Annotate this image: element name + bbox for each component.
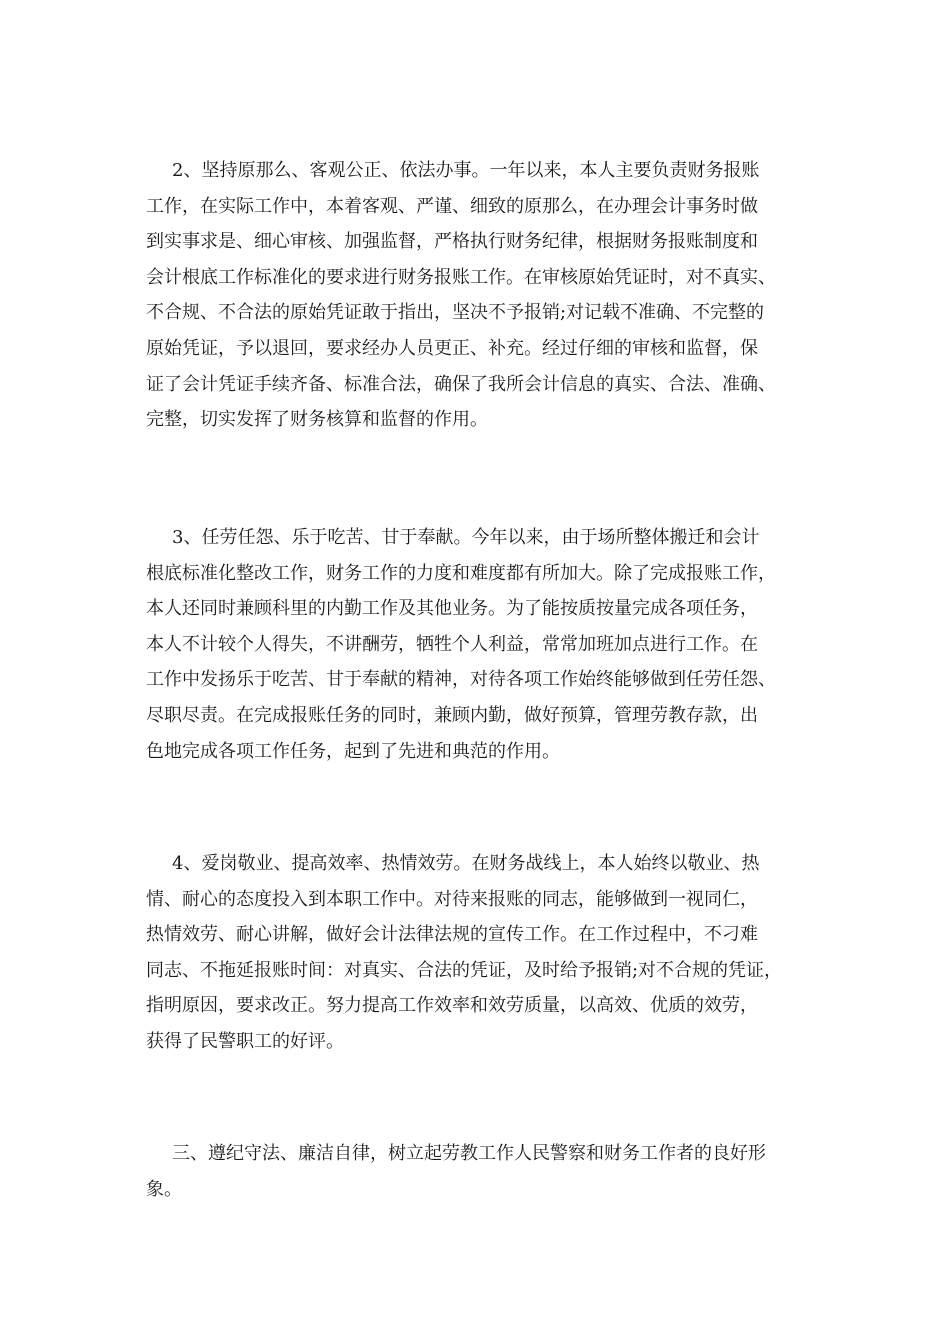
text-line: 本人不计较个人得失，不讲酬劳，牺牲个人利益，常常加班加点进行工作。在 [146,633,758,655]
paragraph-item-3 [146,520,776,769]
text-line: 工作，在实际工作中，本着客观、严谨、细致的原那么，在办理会计事务时做 [146,195,758,217]
text-line: 会计根底工作标准化的要求进行财务报账工作。在审核原始凭证时，对不真实、 [146,266,776,288]
text-line: 工作中发扬乐于吃苦、甘于奉献的精神，对待各项工作始终能够做到任劳任怨、 [146,669,776,691]
text-line: 完整，切实发挥了财务核算和监督的作用。 [146,409,488,431]
text-line: 证了会计凭证手续齐备、标准合法，确保了我所会计信息的真实、合法、准确、 [146,373,776,395]
text-line: 象。 [146,1178,182,1200]
text-line: 3、任劳任怨、乐于吃苦、甘于奉献。今年以来，由于场所整体搬迁和会计 [172,527,760,548]
text-line: 获得了民警职工的好评。 [146,1030,344,1052]
text-line: 情、耐心的态度投入到本职工作中。对待来报账的同志，能够做到一视同仁， [146,888,758,910]
text-line: 2、坚持原那么、客观公正、依法办事。一年以来，本人主要负责财务报账 [172,160,760,181]
text-line: 4、爱岗敬业、提高效率、热情效劳。在财务战线上，本人始终以敬业、热 [172,853,760,874]
text-line: 指明原因，要求改正。努力提高工作效率和效劳质量，以高效、优质的效劳， [146,995,758,1017]
text-line: 三、遵纪守法、廉洁自律，树立起劳教工作人民警察和财务工作者的良好形 [172,1143,766,1164]
text-line: 色地完成各项工作任务，起到了先进和典范的作用。 [146,740,560,762]
text-line: 不合规、不合法的原始凭证敢于指出，坚决不予报销;对记载不准确、不完整的 [146,302,765,324]
text-line: 本人还同时兼顾科里的内勤工作及其他业务。为了能按质按量完成各项任务， [146,598,758,620]
section-heading-three [146,1136,766,1207]
paragraph-item-2 [146,153,776,438]
text-line: 同志、不拖延报账时间：对真实、合法的凭证，及时给予报销;对不合规的凭证， [146,959,783,981]
paragraph-item-4 [146,846,782,1060]
text-line: 根底标准化整改工作，财务工作的力度和难度都有所加大。除了完成报账工作， [146,562,776,584]
text-line: 热情效劳、耐心讲解，做好会计法律法规的宣传工作。在工作过程中，不刁难 [146,924,758,946]
text-line: 原始凭证，予以退回，要求经办人员更正、补充。经过仔细的审核和监督，保 [146,337,758,359]
text-line: 到实事求是、细心审核、加强监督，严格执行财务纪律，根据财务报账制度和 [146,231,758,253]
text-line: 尽职尽责。在完成报账任务的同时，兼顾内勤，做好预算，管理劳教存款，出 [146,704,758,726]
